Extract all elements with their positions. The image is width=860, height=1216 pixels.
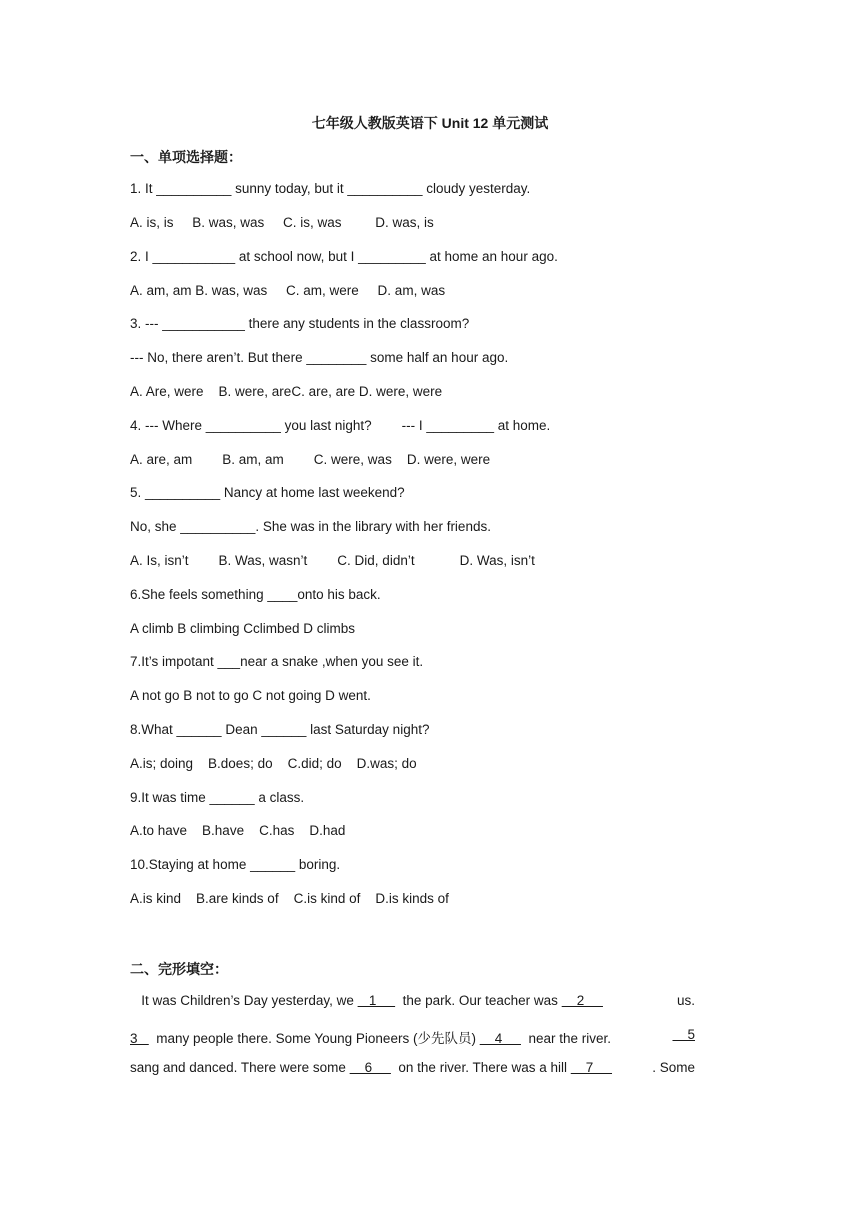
question-line: 8.What ______ Dean ______ last Saturday night?: [130, 722, 430, 737]
cloze-blank: 6: [349, 1060, 391, 1075]
question-line: 5. __________ Nancy at home last weekend?: [130, 485, 405, 500]
cloze-text: on the river. There was a hill: [390, 1060, 571, 1075]
options-line: A. Is, isn’t B. Was, wasn’t C. Did, didn’t D. Was, isn’t: [130, 553, 535, 568]
options-line: A.is kind B.are kinds of C.is kind of D.is kinds of: [130, 891, 449, 906]
options-line: A. Are, were B. were, areC. are, are D. were, were: [130, 384, 443, 399]
question-line: 1. It __________ sunny today, but it __________ cloudy yesterday.: [130, 181, 531, 196]
cloze-blank: 2: [561, 993, 603, 1008]
options-line: A. is, is B. was, was C. is, was D. was, is: [130, 215, 434, 230]
question-line: 6.She feels something ____onto his back.: [130, 587, 381, 602]
cloze-paragraph-line: [130, 993, 695, 1008]
cloze-blank: 4: [479, 1031, 521, 1046]
question-line: No, she __________. She was in the library with her friends.: [130, 519, 491, 534]
cloze-text: . Some: [652, 1060, 695, 1075]
cloze-text: It was Children’s Day yesterday, we: [130, 993, 358, 1008]
options-line: A. are, am B. am, am C. were, was D. were, were: [130, 452, 491, 467]
section-heading-cloze: 二、完形填空：: [130, 961, 228, 977]
cloze-blank: 7: [570, 1060, 613, 1075]
cloze-blank: 1: [357, 993, 396, 1008]
question-line: --- No, there aren’t. But there ________ some half an hour ago.: [130, 350, 509, 365]
question-line: 7.It’s impotant ___near a snake ,when you see it.: [130, 654, 424, 669]
question-line: 3. --- ___________ there any students in the classroom?: [130, 316, 470, 331]
cloze-text: us.: [669, 993, 695, 1008]
options-line: A.to have B.have C.has D.had: [130, 823, 346, 838]
options-line: A. am, am B. was, was C. am, were D. am, was: [130, 283, 446, 298]
cloze-text: the park. Our teacher was: [395, 993, 562, 1008]
options-line: A.is; doing B.does; do C.did; do D.was; do: [130, 756, 417, 771]
question-line: 4. --- Where __________ you last night? --- I _________ at home.: [130, 418, 551, 433]
question-line: 9.It was time ______ a class.: [130, 790, 305, 805]
cloze-text: near the river.: [520, 1031, 615, 1046]
cloze-blank: 3: [130, 1031, 149, 1046]
question-line: 10.Staying at home ______ boring.: [130, 857, 341, 872]
cloze-paragraph-line: [130, 1027, 695, 1047]
page-title: 七年级人教版英语下 Unit 12 单元测试: [311, 115, 549, 131]
section-heading-multiple-choice: 一、单项选择题：: [130, 149, 242, 165]
options-line: A not go B not to go C not going D went.: [130, 688, 371, 703]
question-line: 2. I ___________ at school now, but I _________ at home an hour ago.: [130, 249, 558, 264]
cloze-text: many people there. Some Young Pioneers (少先队员): [148, 1031, 480, 1046]
cloze-paragraph-line: [130, 1060, 695, 1075]
options-line: A climb B climbing Cclimbed D climbs: [130, 621, 356, 636]
cloze-blank: 5: [672, 1027, 695, 1042]
cloze-text: sang and danced. There were some: [130, 1060, 350, 1075]
